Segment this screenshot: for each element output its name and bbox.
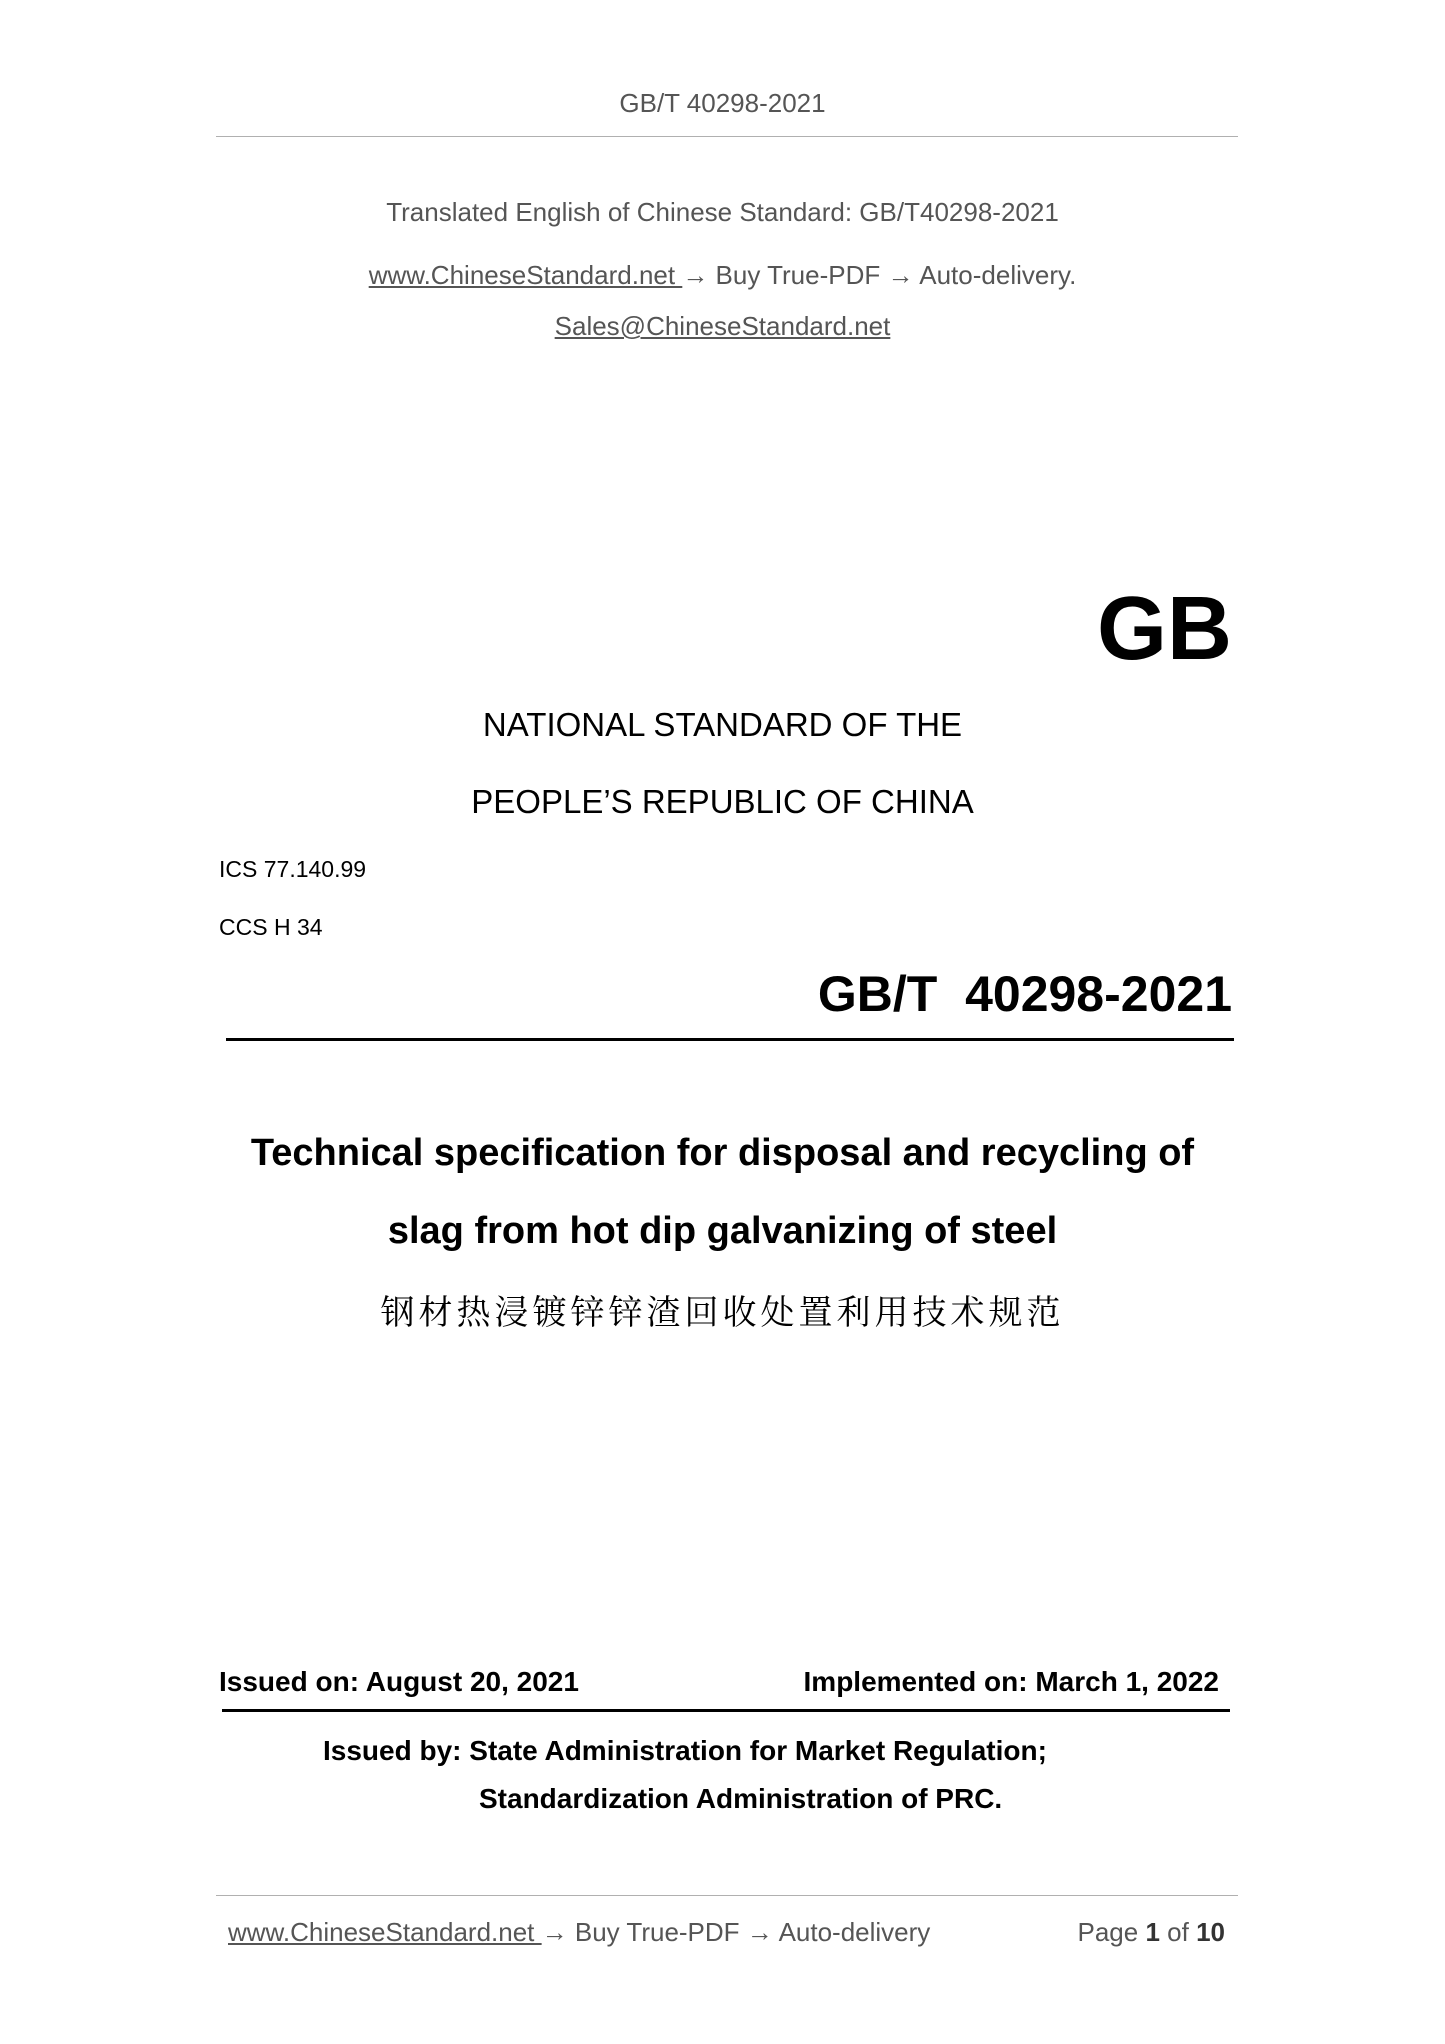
footer-site-link[interactable]: www.ChineseStandard.net <box>228 1917 542 1947</box>
implemented-date: Implemented on: March 1, 2022 <box>803 1666 1219 1697</box>
email-link[interactable]: Sales@ChineseStandard.net <box>554 311 891 341</box>
title-chinese: 钢材热浸镀锌锌渣回收处置利用技术规范 <box>380 1293 1065 1333</box>
ccs-code: CCS H 34 <box>219 914 323 940</box>
site-link[interactable]: www.ChineseStandard.net <box>368 260 683 290</box>
footer-divider <box>216 1895 1238 1896</box>
page-indicator <box>1077 1917 1225 1948</box>
dates-rule <box>222 1709 1230 1712</box>
national-line-2: PEOPLE’S REPUBLIC OF CHINA <box>471 783 974 820</box>
title-line-1: Technical specification for disposal and recycling of <box>250 1132 1195 1174</box>
auto-delivery-text: Auto-delivery. <box>913 260 1077 290</box>
page-total: 10 <box>1196 1917 1225 1947</box>
translated-line: Translated English of Chinese Standard: GB/T40298-2021 <box>386 197 1059 227</box>
arrow-right-icon: → <box>682 260 709 290</box>
issued-date: Issued on: August 20, 2021 <box>219 1666 579 1697</box>
title-line-2: slag from hot dip galvanizing of steel <box>387 1210 1058 1252</box>
page-number: 1 <box>1145 1917 1160 1947</box>
promo-line <box>0 260 1445 291</box>
header-divider <box>216 136 1238 137</box>
footer-promo <box>228 1917 930 1948</box>
gb-logo: GB <box>1097 579 1232 679</box>
standard-number: GB/T 40298-2021 <box>817 966 1232 1022</box>
footer-buy-text: Buy True-PDF <box>567 1917 747 1947</box>
standard-number-rule <box>226 1038 1234 1041</box>
email-line <box>0 311 1445 342</box>
page-word: Page <box>1077 1917 1139 1947</box>
ics-code: ICS 77.140.99 <box>219 856 367 882</box>
buy-text: Buy True-PDF <box>708 260 888 290</box>
arrow-right-icon: → <box>887 260 914 290</box>
issued-by-line-1: Issued by: State Administration for Market Regulation; <box>323 1735 1047 1766</box>
running-header: GB/T 40298-2021 <box>619 88 826 118</box>
national-line-1: NATIONAL STANDARD OF THE <box>482 706 963 743</box>
footer-auto-text: Auto-delivery <box>772 1917 931 1947</box>
issued-by-line-2: Standardization Administration of PRC. <box>479 1783 1003 1814</box>
arrow-right-icon: → <box>746 1917 773 1947</box>
arrow-right-icon: → <box>541 1917 568 1947</box>
of-word: of <box>1167 1917 1189 1947</box>
